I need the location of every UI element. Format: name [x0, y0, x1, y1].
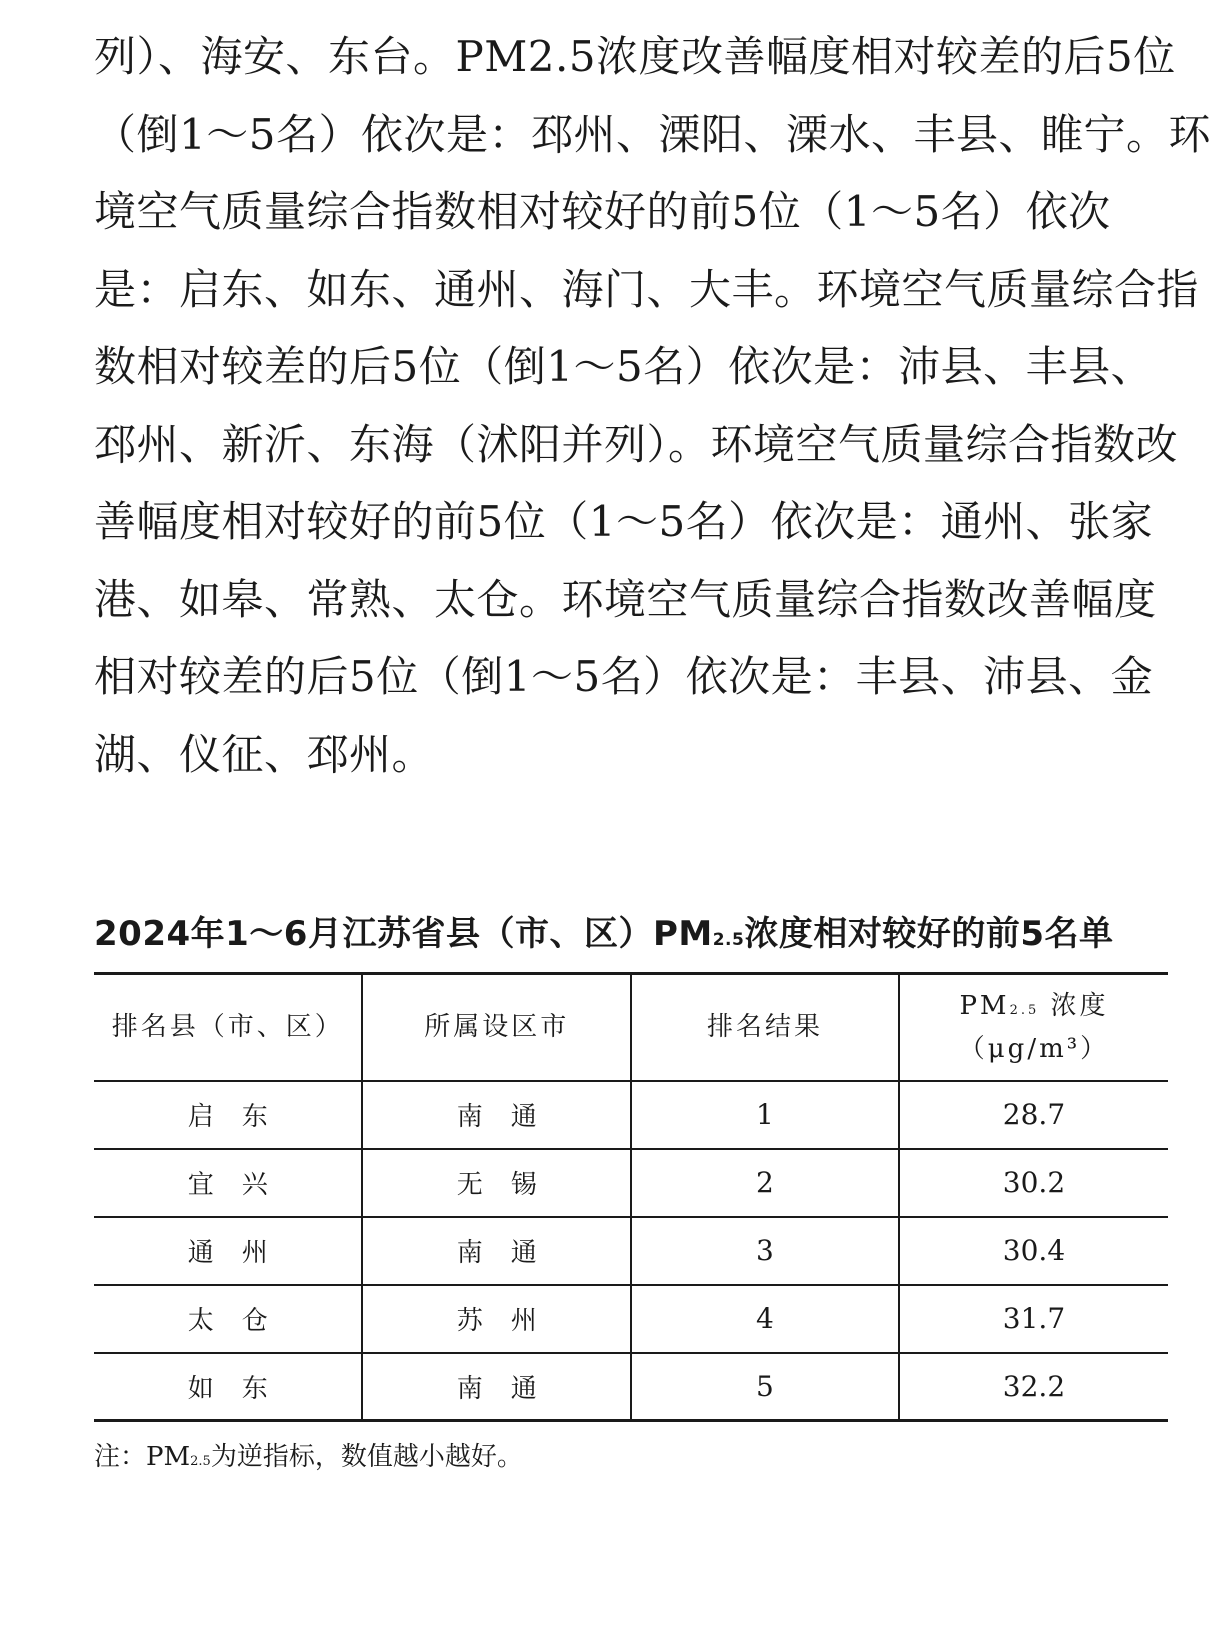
- paragraph-line: 港、如皋、常熟、太仓。环境空气质量综合指数改善幅度: [94, 574, 1157, 624]
- article-body: [94, 18, 1211, 793]
- paragraph-line: 邳州、新沂、东海（沭阳并列）。环境空气质量综合指数改: [94, 419, 1179, 469]
- paragraph-line: 列）、海安、东台。PM2.5浓度改善幅度相对较差的后5位: [94, 32, 1176, 81]
- paragraph-line: 湖、仪征、邳州。: [94, 729, 435, 779]
- cell-city: 无锡: [362, 1149, 630, 1217]
- cell-city: 南通: [362, 1217, 630, 1285]
- table-title-subscript: 2.5: [712, 930, 745, 950]
- table-note: [94, 1436, 523, 1473]
- header-pm-concentration: [899, 974, 1168, 1081]
- header-pm-line1: [900, 987, 1168, 1030]
- cell-pm: 28.7: [899, 1081, 1168, 1149]
- cell-county: 宜兴: [94, 1149, 362, 1217]
- header-county: 排名县（市、区）: [94, 974, 362, 1081]
- table-row: [94, 1081, 1168, 1149]
- cell-pm: 30.4: [899, 1217, 1168, 1285]
- header-pm-concentration-label: 浓度: [1039, 990, 1109, 1021]
- cell-rank: 4: [631, 1285, 899, 1353]
- cell-city: 南通: [362, 1353, 630, 1421]
- cell-rank: 5: [631, 1353, 899, 1421]
- table-header-row: [94, 974, 1168, 1081]
- cell-pm: 30.2: [899, 1149, 1168, 1217]
- cell-city: 南通: [362, 1081, 630, 1149]
- paragraph-line: 善幅度相对较好的前5位（1～5名）依次是：通州、张家: [94, 497, 1154, 546]
- body-paragraph: [94, 18, 1211, 793]
- table-row: [94, 1149, 1168, 1217]
- paragraph-line: 数相对较差的后5位（倒1～5名）依次是：沛县、丰县、: [94, 342, 1154, 391]
- header-rank: 排名结果: [631, 974, 899, 1081]
- cell-county: 通州: [94, 1217, 362, 1285]
- header-pm-label: PM: [959, 990, 1010, 1021]
- cell-rank: 1: [631, 1081, 899, 1149]
- note-subscript: 2.5: [190, 1454, 211, 1469]
- table-title: [94, 906, 1168, 955]
- note-text-end: 为逆指标，数值越小越好。: [210, 1442, 523, 1472]
- table-row: [94, 1217, 1168, 1285]
- table-title-text: 2024年1～6月江苏省县（市、区）PM: [94, 914, 713, 954]
- header-pm-subscript: 2.5: [1009, 1002, 1040, 1018]
- paragraph-line: 相对较差的后5位（倒1～5名）依次是：丰县、沛县、金: [94, 652, 1154, 701]
- note-text: 注：PM: [94, 1442, 191, 1472]
- paragraph-line: 是：启东、如东、通州、海门、大丰。环境空气质量综合指: [94, 264, 1200, 314]
- cell-city: 苏州: [362, 1285, 630, 1353]
- ranking-table: [94, 972, 1168, 1422]
- cell-rank: 2: [631, 1149, 899, 1217]
- paragraph-line: （倒1～5名）依次是：邳州、溧阳、溧水、丰县、睢宁。环: [94, 109, 1211, 159]
- table-row: [94, 1285, 1168, 1353]
- paragraph-line: 境空气质量综合指数相对较好的前5位（1～5名）依次: [94, 187, 1111, 236]
- cell-pm: 32.2: [899, 1353, 1168, 1421]
- table-row: [94, 1353, 1168, 1421]
- cell-county: 如东: [94, 1353, 362, 1421]
- cell-county: 太仓: [94, 1285, 362, 1353]
- cell-county: 启东: [94, 1081, 362, 1149]
- header-city: 所属设区市: [362, 974, 630, 1081]
- table-title-text-end: 浓度相对较好的前5名单: [744, 914, 1114, 954]
- cell-pm: 31.7: [899, 1285, 1168, 1353]
- header-pm-unit: （μg/m³）: [958, 1033, 1110, 1064]
- cell-rank: 3: [631, 1217, 899, 1285]
